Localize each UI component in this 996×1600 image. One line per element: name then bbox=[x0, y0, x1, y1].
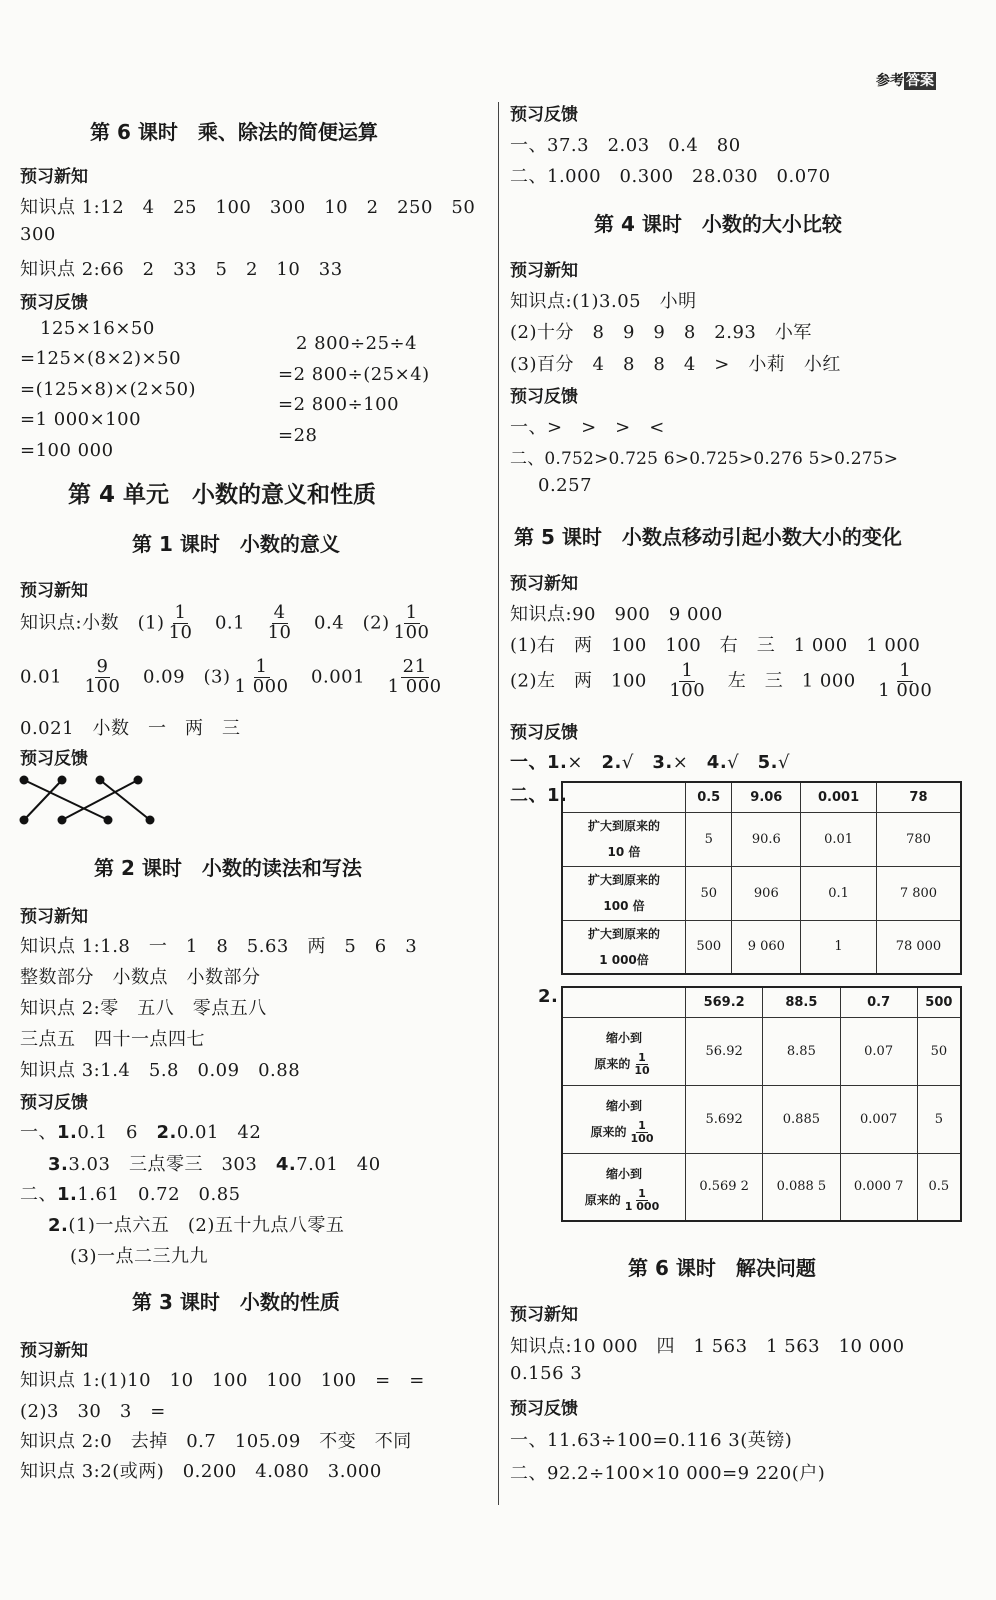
s3-point2: 知识点 2:0 去掉 0.7 105.09 不变 不同 bbox=[20, 1431, 412, 1452]
row-label-line1: 缩小到 bbox=[605, 1031, 642, 1045]
s5-point2: (1)右 两 100 100 右 三 1 000 1 000 bbox=[510, 635, 921, 656]
s2-fb-line4 bbox=[48, 1211, 344, 1237]
table-cell: 0.007 bbox=[840, 1085, 917, 1153]
fraction-numerator: 1 bbox=[638, 1187, 646, 1201]
s2-fb-line2-answer1: 3.03 三点零三 303 bbox=[68, 1154, 276, 1175]
calc-b-4: =28 bbox=[278, 425, 318, 446]
table-cell: 0.01 bbox=[801, 812, 877, 866]
question-number: 4. bbox=[275, 1154, 297, 1175]
row-label bbox=[562, 920, 686, 974]
fraction bbox=[83, 658, 123, 697]
question-number: 2. bbox=[601, 752, 622, 773]
s2-fb-line1-answer1: 0.1 6 bbox=[77, 1122, 157, 1143]
lesson6-point2: 知识点 2:66 2 33 5 2 10 33 bbox=[20, 259, 343, 280]
s1-row1-text-a: 知识点:小数 (1) bbox=[20, 612, 165, 634]
shrink-table bbox=[561, 986, 962, 1222]
unit4-title: 第 4 单元 小数的意义和性质 bbox=[68, 482, 377, 508]
s1-row1 bbox=[20, 604, 434, 643]
s4-point1: 知识点:(1)3.05 小明 bbox=[510, 291, 697, 312]
row-label-line2: 原来的 bbox=[590, 1125, 627, 1139]
table-cell: 78 000 bbox=[876, 920, 961, 974]
table-cell: 56.92 bbox=[686, 1017, 763, 1085]
table-cell: 50 bbox=[686, 866, 732, 920]
table-header-cell: 569.2 bbox=[686, 987, 763, 1017]
table-header-cell: 0.001 bbox=[801, 782, 877, 812]
r3-feedback-line2: 二、1.000 0.300 28.030 0.070 bbox=[510, 166, 831, 187]
expand-table bbox=[561, 781, 962, 975]
table-cell: 906 bbox=[732, 866, 801, 920]
s4-point2: (2)十分 8 9 9 8 2.93 小军 bbox=[510, 322, 812, 343]
fraction-denominator: 1 000 bbox=[234, 675, 289, 697]
question-number: 4. bbox=[706, 752, 728, 773]
fraction-denominator: 10 bbox=[267, 621, 292, 643]
s1-row2-text-c: 0.001 bbox=[311, 666, 366, 688]
calc-a-3: =(125×8)×(2×50) bbox=[20, 379, 197, 400]
table-cell: 5 bbox=[917, 1085, 961, 1153]
fraction bbox=[167, 604, 195, 643]
lesson6-point1: 知识点 1:12 4 25 100 300 10 2 250 50 bbox=[20, 197, 476, 218]
s5-point3-text-a: (2)左 两 100 bbox=[510, 670, 647, 692]
s2-fb-line3 bbox=[20, 1180, 241, 1206]
table-header-cell: 0.5 bbox=[686, 782, 732, 812]
s1-title: 第 1 课时 小数的意义 bbox=[132, 532, 340, 556]
s4-feedback-line2-cont: 0.257 bbox=[538, 475, 593, 496]
fraction bbox=[632, 1052, 651, 1076]
s5-feedback-heading: 预习反馈 bbox=[510, 723, 578, 743]
fraction-numerator: 1 bbox=[405, 602, 418, 623]
fraction bbox=[233, 658, 291, 697]
s3-point3: 知识点 3:2(或两) 0.200 4.080 3.000 bbox=[20, 1461, 382, 1482]
table-row bbox=[562, 1017, 961, 1085]
table-row bbox=[562, 866, 961, 920]
s1-row2 bbox=[20, 658, 446, 697]
judgement-mark: × bbox=[672, 752, 689, 773]
row-label-line2: 原来的 bbox=[594, 1057, 631, 1071]
table-cell: 1 bbox=[801, 920, 877, 974]
table-header-cell: 9.06 bbox=[732, 782, 801, 812]
calc-a-2: =125×(8×2)×50 bbox=[20, 348, 182, 369]
fraction-numerator: 1 bbox=[174, 602, 187, 623]
s6-feedback-line1: 一、11.63÷100=0.116 3(英镑) bbox=[510, 1430, 793, 1451]
table-row bbox=[562, 1085, 961, 1153]
calc-a-1: 125×16×50 bbox=[40, 318, 155, 339]
table-cell: 5 bbox=[686, 812, 732, 866]
s2-fb-line1-prefix: 一、 bbox=[20, 1122, 57, 1143]
fraction-denominator: 100 bbox=[393, 621, 430, 643]
s2-title: 第 2 课时 小数的读法和写法 bbox=[94, 856, 362, 880]
calc-b-1: 2 800÷25÷4 bbox=[296, 333, 418, 354]
table-header-cell: 78 bbox=[876, 782, 961, 812]
s6-feedback-heading: 预习反馈 bbox=[510, 1399, 578, 1419]
s6-title: 第 6 课时 解决问题 bbox=[628, 1256, 816, 1280]
lesson6-point1-cont: 300 bbox=[20, 224, 56, 245]
row-label-line2: 100 倍 bbox=[603, 899, 645, 913]
s6-point1: 知识点:10 000 四 1 563 1 563 10 000 bbox=[510, 1336, 905, 1357]
r3-feedback-heading: 预习反馈 bbox=[510, 105, 578, 125]
question-number: 1. bbox=[57, 1122, 78, 1143]
s1-row2-text-a: 0.01 bbox=[20, 666, 63, 688]
question-number: 一、1. bbox=[510, 752, 568, 773]
s2-fb-line2-answer2: 7.01 40 bbox=[296, 1154, 381, 1175]
s2-fb-line2 bbox=[48, 1150, 381, 1176]
row-label bbox=[562, 1085, 686, 1153]
row-label bbox=[562, 1153, 686, 1221]
table-row bbox=[562, 1153, 961, 1221]
s2-feedback-heading: 预习反馈 bbox=[20, 1093, 88, 1113]
table-cell: 5.692 bbox=[686, 1085, 763, 1153]
table-cell: 0.885 bbox=[763, 1085, 840, 1153]
fraction bbox=[386, 658, 444, 697]
row-label-line2: 原来的 bbox=[584, 1192, 621, 1207]
question-number: 5. bbox=[757, 752, 779, 773]
question-number: 2. bbox=[48, 1215, 69, 1236]
row-label-line1: 缩小到 bbox=[605, 1166, 642, 1181]
fraction-numerator: 21 bbox=[402, 656, 427, 677]
table-cell: 0.000 7 bbox=[840, 1153, 917, 1221]
table-cell: 0.07 bbox=[840, 1017, 917, 1085]
s5-judgement-line bbox=[510, 748, 790, 774]
question-number: 2. bbox=[156, 1122, 177, 1143]
fraction bbox=[392, 604, 432, 643]
s2-point1: 知识点 1:1.8 一 1 8 5.63 两 5 6 3 bbox=[20, 936, 418, 957]
fraction-denominator: 1 000 bbox=[387, 675, 442, 697]
s2-point2-cont: 三点五 四十一点四七 bbox=[20, 1029, 205, 1050]
question-number: 3. bbox=[48, 1154, 69, 1175]
table-cell: 9 060 bbox=[732, 920, 801, 974]
table-cell: 0.5 bbox=[917, 1153, 961, 1221]
s4-preview-heading: 预习新知 bbox=[510, 261, 578, 281]
s2-fb-line1 bbox=[20, 1118, 261, 1144]
table-cell: 90.6 bbox=[732, 812, 801, 866]
r3-feedback-line1: 一、37.3 2.03 0.4 80 bbox=[510, 135, 741, 156]
fraction bbox=[876, 662, 934, 701]
fraction-numerator: 1 bbox=[255, 656, 268, 677]
s1-feedback-heading: 预习反馈 bbox=[20, 749, 88, 769]
s2-fb-line4-answer: (1)一点六五 (2)五十九点八零五 bbox=[68, 1215, 345, 1236]
s2-preview-heading: 预习新知 bbox=[20, 907, 88, 927]
header-ref: 参考 bbox=[876, 73, 904, 89]
table-cell: 0.569 2 bbox=[686, 1153, 763, 1221]
calc-b-3: =2 800÷100 bbox=[278, 394, 400, 415]
matching-lines-diagram bbox=[16, 772, 161, 828]
fraction-denominator: 100 bbox=[669, 679, 706, 701]
s2-fb-line1-answer2: 0.01 42 bbox=[176, 1122, 262, 1143]
fraction-denominator: 10 bbox=[168, 621, 193, 643]
table-corner-cell bbox=[562, 782, 686, 812]
fraction-numerator: 1 bbox=[638, 1051, 646, 1065]
s3-title: 第 3 课时 小数的性质 bbox=[132, 1290, 340, 1314]
lesson6-preview-heading: 预习新知 bbox=[20, 167, 88, 187]
s5-title: 第 5 课时 小数点移动引起小数大小的变化 bbox=[514, 525, 902, 549]
s1-preview-heading: 预习新知 bbox=[20, 581, 88, 601]
s4-feedback-line1: 一、> > > < bbox=[510, 417, 665, 438]
table-cell: 0.1 bbox=[801, 866, 877, 920]
fraction-numerator: 1 bbox=[899, 660, 912, 681]
judgement-mark: × bbox=[567, 752, 583, 773]
row-label bbox=[562, 812, 686, 866]
row-label-line2: 10 倍 bbox=[607, 845, 641, 859]
row-label-line1: 扩大到原来的 bbox=[587, 926, 660, 941]
table-header-cell: 500 bbox=[917, 987, 961, 1017]
lesson6-title: 第 6 课时 乘、除法的简便运算 bbox=[90, 120, 378, 144]
table-header-row bbox=[562, 782, 961, 812]
calc-a-5: =100 000 bbox=[20, 440, 114, 461]
judgement-mark: √ bbox=[778, 752, 791, 773]
row-label bbox=[562, 866, 686, 920]
row-label-line1: 扩大到原来的 bbox=[587, 819, 660, 833]
fraction-numerator: 1 bbox=[681, 660, 694, 681]
table-row bbox=[562, 812, 961, 866]
s4-feedback-line2: 二、0.752>0.725 6>0.725>0.276 5>0.275> bbox=[510, 449, 899, 469]
column-divider bbox=[498, 102, 499, 1505]
s2-point1-cont: 整数部分 小数点 小数部分 bbox=[20, 967, 261, 988]
fraction-numerator: 1 bbox=[638, 1119, 646, 1133]
question-number: 3. bbox=[652, 752, 673, 773]
header-answer-stamp bbox=[876, 70, 996, 92]
s4-title: 第 4 课时 小数的大小比较 bbox=[594, 212, 842, 236]
s2-fb-line3-answer: 1.61 0.72 0.85 bbox=[77, 1184, 241, 1205]
s2-fb-line3-prefix: 二、 bbox=[20, 1184, 57, 1205]
judgement-mark: √ bbox=[621, 752, 634, 773]
table-corner-cell bbox=[562, 987, 686, 1017]
row-label-line2: 1 000倍 bbox=[599, 952, 649, 967]
s1-row1-text-c: 0.4 (2) bbox=[314, 612, 390, 634]
fraction bbox=[623, 1188, 661, 1212]
fraction-denominator: 100 bbox=[630, 1132, 654, 1145]
s5-point1: 知识点:90 900 9 000 bbox=[510, 604, 723, 625]
lesson6-feedback-heading: 预习反馈 bbox=[20, 293, 88, 313]
s2-point2: 知识点 2:零 五八 零点五八 bbox=[20, 998, 267, 1019]
s5-table1-label: 二、1. bbox=[510, 785, 568, 806]
table-cell: 780 bbox=[876, 812, 961, 866]
table-header-cell: 0.7 bbox=[840, 987, 917, 1017]
table-cell: 8.85 bbox=[763, 1017, 840, 1085]
s3-point1-cont: (2)3 30 3 = bbox=[20, 1401, 166, 1422]
table-cell: 500 bbox=[686, 920, 732, 974]
s3-preview-heading: 预习新知 bbox=[20, 1341, 88, 1361]
calc-b-2: =2 800÷(25×4) bbox=[278, 364, 430, 385]
table-cell: 50 bbox=[917, 1017, 961, 1085]
row-label bbox=[562, 1017, 686, 1085]
s3-point1: 知识点 1:(1)10 10 100 100 100 = = bbox=[20, 1370, 425, 1391]
fraction-denominator: 1 000 bbox=[878, 679, 933, 701]
s2-point3: 知识点 3:1.4 5.8 0.09 0.88 bbox=[20, 1060, 301, 1081]
fraction-numerator: 9 bbox=[96, 656, 109, 677]
fraction-numerator: 4 bbox=[273, 602, 286, 623]
table-header-cell: 88.5 bbox=[763, 987, 840, 1017]
fraction-denominator: 100 bbox=[84, 675, 121, 697]
s6-feedback-line2: 二、92.2÷100×10 000=9 220(户) bbox=[510, 1463, 826, 1484]
table-header-row bbox=[562, 987, 961, 1017]
s5-preview-heading: 预习新知 bbox=[510, 574, 578, 594]
table-row bbox=[562, 920, 961, 974]
fraction bbox=[266, 604, 294, 643]
s1-row3: 0.021 小数 一 两 三 bbox=[20, 718, 241, 739]
judgement-mark: √ bbox=[727, 752, 740, 773]
fraction bbox=[629, 1120, 656, 1144]
fraction-denominator: 10 bbox=[634, 1064, 650, 1077]
question-number: 1. bbox=[57, 1184, 78, 1205]
fraction bbox=[667, 662, 707, 701]
calc-a-4: =1 000×100 bbox=[20, 409, 142, 430]
s5-point3-text-b: 左 三 1 000 bbox=[727, 670, 856, 692]
s6-preview-heading: 预习新知 bbox=[510, 1305, 578, 1325]
row-label-line1: 扩大到原来的 bbox=[587, 873, 660, 887]
s5-point3 bbox=[510, 662, 936, 701]
table-cell: 7 800 bbox=[876, 866, 961, 920]
s6-point1-cont: 0.156 3 bbox=[510, 1363, 583, 1384]
fraction-denominator: 1 000 bbox=[624, 1199, 660, 1213]
s1-row2-text-b: 0.09 (3) bbox=[142, 666, 231, 688]
s4-feedback-heading: 预习反馈 bbox=[510, 387, 578, 407]
row-label-line1: 缩小到 bbox=[605, 1099, 642, 1113]
s2-fb-line5: (3)一点二三九九 bbox=[70, 1246, 208, 1267]
header-answer: 答案 bbox=[906, 73, 934, 89]
s5-table2-label: 2. bbox=[538, 986, 559, 1007]
table-cell: 0.088 5 bbox=[763, 1153, 840, 1221]
s1-row1-text-b: 0.1 bbox=[214, 612, 246, 634]
s4-point3: (3)百分 4 8 8 4 > 小莉 小红 bbox=[510, 354, 841, 375]
